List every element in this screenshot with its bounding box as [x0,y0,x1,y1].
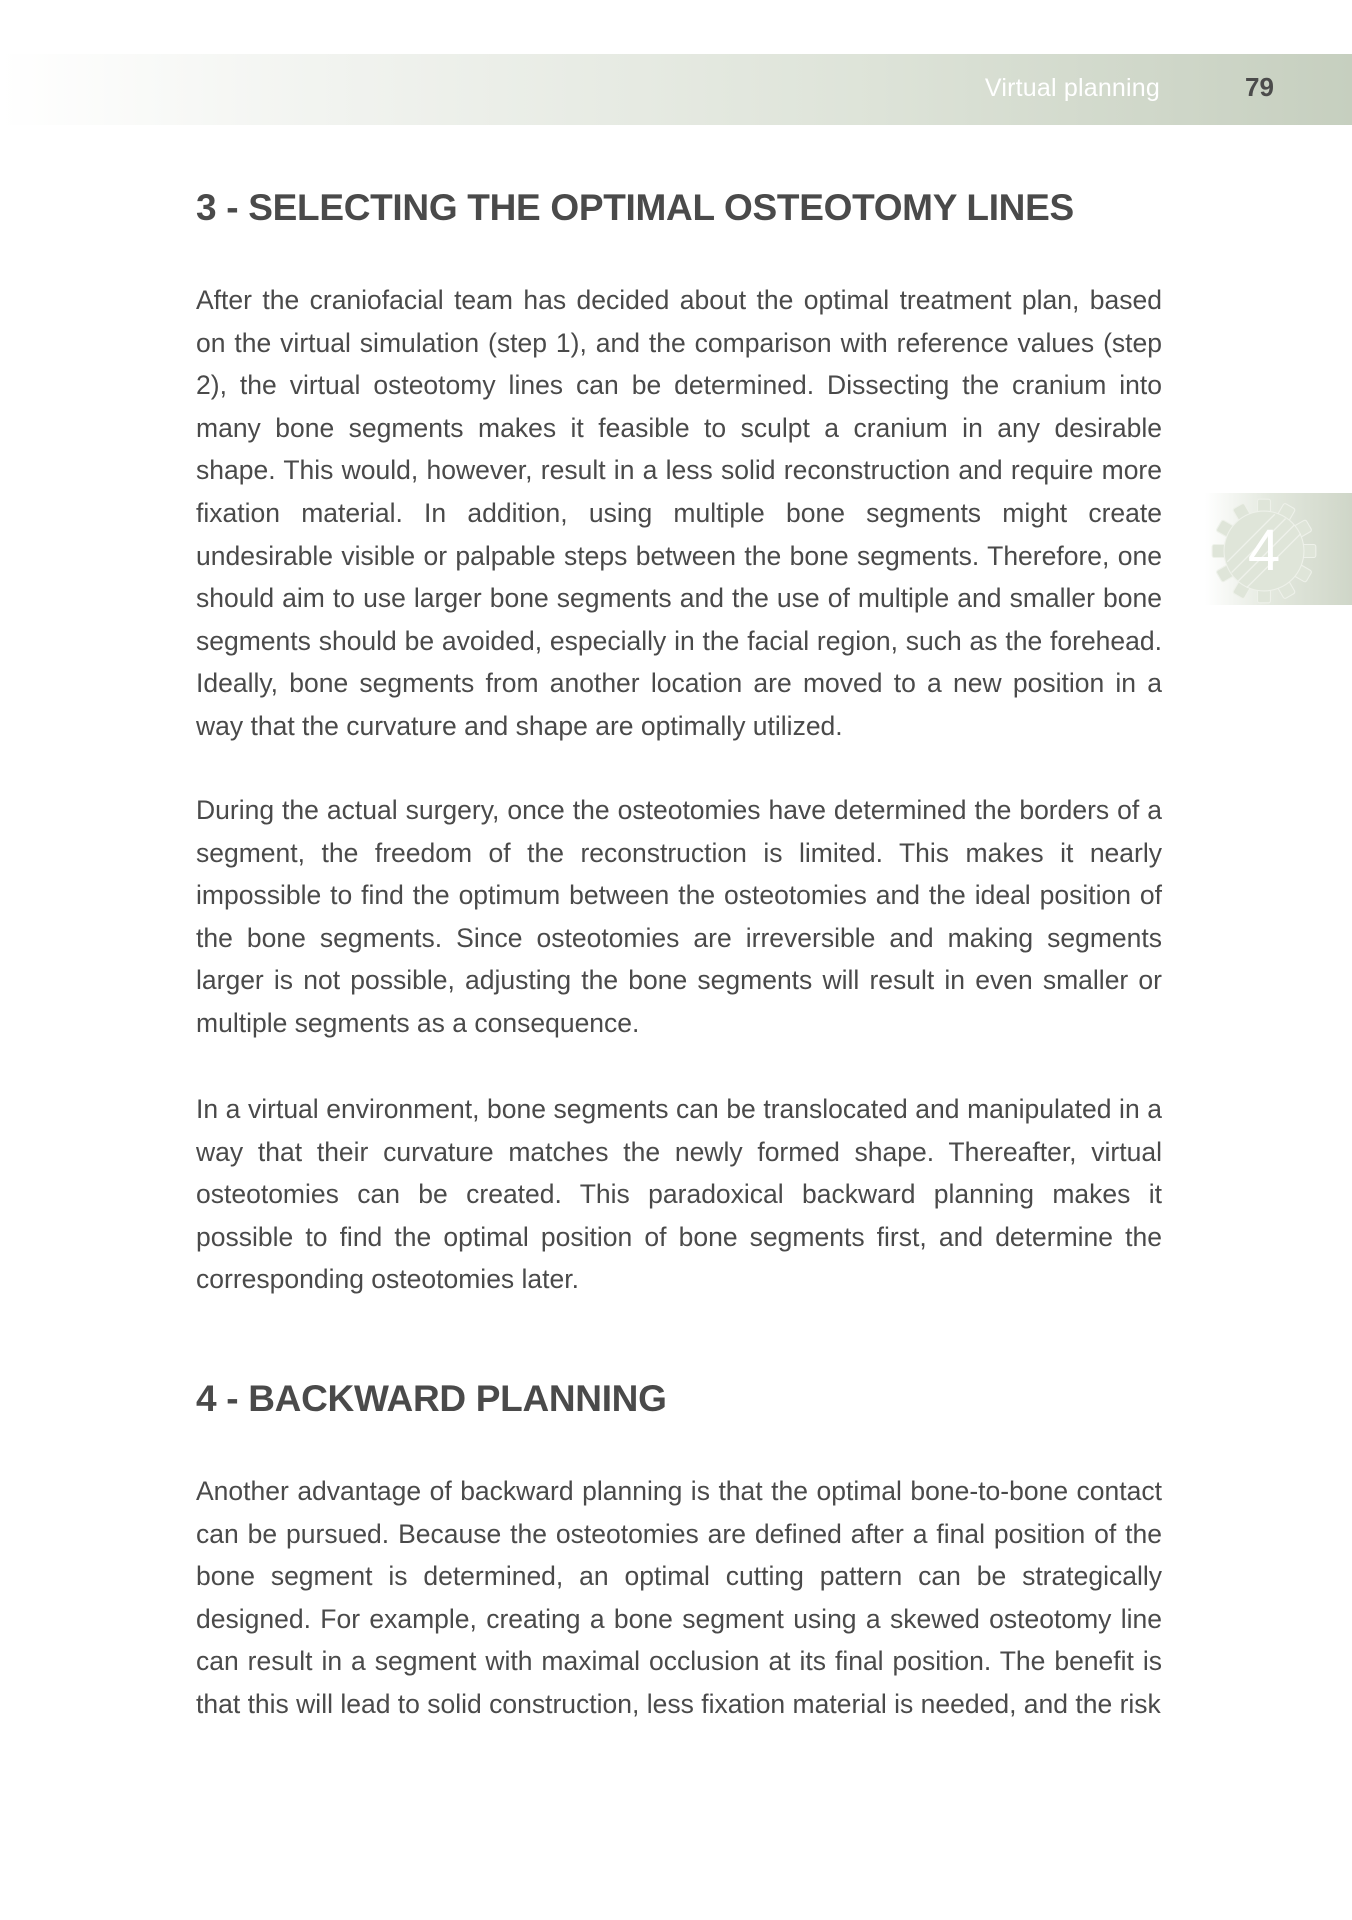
section-3-paragraph-3: In a virtual environment, bone segments can be translocated and manipulated in a way that their curvature matches the newly formed shape. Thereafter, virtual osteotomies can be created. This paradoxical backward planning makes it possible to find the optimal position of bone segments first, and determine the corresponding osteotomies later. [196,1094,1162,1295]
chapter-number: 4 [1247,518,1281,583]
section-4-heading: 4 - BACKWARD PLANNING [196,1378,667,1419]
section-3-paragraph-1: After the craniofacial team has decided about the optimal treatment plan, based on the virtual simulation (step 1), and the comparison with reference values (step 2), the virtual osteotomy lines can be determined. Dissecting the cranium into many bone segments makes it feasible to sculpt a cranium in any desirable shape. This would, however, result in a less solid reconstruction and require more fixation material. In addition, using multiple bone segments might create undesirable visible or palpable steps between the bone segments. Therefore, one should aim to use larger bone segments and the use of multiple and smaller bone segments should be avoided, especially in the facial region, such as the forehead. Ideally, bone segments from another location are moved to a new position in a way that the curvature and shape are optimally utilized. [196,285,1162,741]
section-3-heading: 3 - SELECTING THE OPTIMAL OSTEOTOMY LINES [196,187,1074,228]
section-3-paragraph-2: During the actual surgery, once the osteotomies have determined the borders of a segment, the freedom of the reconstruction is limited. This makes it nearly impossible to find the optimum between the osteotomies and the ideal position of the bone segments. Since osteotomies are irreversible and making segments larger is not possible, adjusting the bone segments will result in even smaller or multiple segments as a consequence. [196,795,1162,1038]
section-4-paragraph-1: Another advantage of backward planning is that the optimal bone-to-bone contact can be pursued. Because the osteotomies are defined after a final position of the bone segment is determined, an optimal cutting pattern can be strategically designed. For example, creating a bone segment using a skewed osteotomy line can result in a segment with maximal occlusion at its final position. The benefit is that this will lead to solid construction, less fixation material is needed, and the risk [196,1476,1162,1719]
running-title: Virtual planning [984,74,1160,102]
page-number: 79 [1245,72,1274,102]
